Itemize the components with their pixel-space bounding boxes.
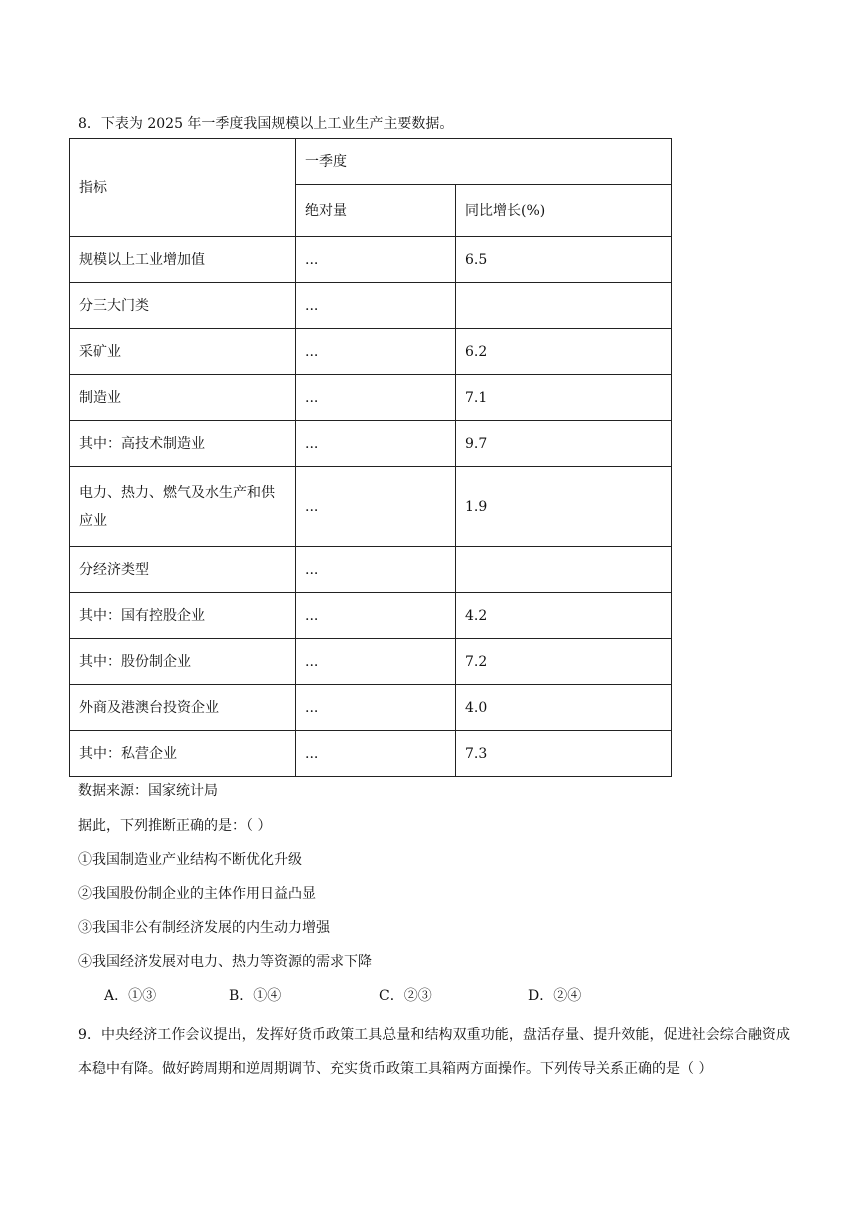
table-row xyxy=(70,547,672,593)
table-row xyxy=(70,237,672,283)
row-indicator: 采矿业 xyxy=(70,329,296,375)
row-indicator: 其中：私营企业 xyxy=(70,731,296,777)
row-growth: 9.7 xyxy=(456,421,672,467)
table-row xyxy=(70,593,672,639)
header-absolute: 绝对量 xyxy=(296,185,456,237)
row-indicator: 分三大门类 xyxy=(70,283,296,329)
choice-d: D．②④ xyxy=(528,988,582,1004)
statement-3: ③我国非公有制经济发展的内生动力增强 xyxy=(78,920,330,936)
header-indicator: 指标 xyxy=(70,139,296,237)
header-period: 一季度 xyxy=(296,139,672,185)
choice-a: A．①③ xyxy=(104,988,157,1004)
choice-b: B．①④ xyxy=(229,988,282,1004)
row-indicator: 其中：股份制企业 xyxy=(70,639,296,685)
row-indicator: 外商及港澳台投资企业 xyxy=(70,685,296,731)
data-source-note: 数据来源：国家统计局 xyxy=(78,783,218,799)
row-growth xyxy=(456,283,672,329)
row-absolute: ... xyxy=(296,639,456,685)
row-absolute: ... xyxy=(296,731,456,777)
row-growth: 4.2 xyxy=(456,593,672,639)
row-growth: 7.1 xyxy=(456,375,672,421)
row-absolute: ... xyxy=(296,547,456,593)
table-row xyxy=(70,421,672,467)
row-growth xyxy=(456,547,672,593)
table-row xyxy=(70,731,672,777)
row-absolute: ... xyxy=(296,237,456,283)
row-absolute: ... xyxy=(296,375,456,421)
industrial-data-table xyxy=(69,138,672,777)
table-row xyxy=(70,283,672,329)
row-indicator: 其中：国有控股企业 xyxy=(70,593,296,639)
question-8-prompt: 8．下表为 2025 年一季度我国规模以上工业生产主要数据。 xyxy=(78,116,454,132)
row-growth: 4.0 xyxy=(456,685,672,731)
table-row xyxy=(70,639,672,685)
table-row xyxy=(70,375,672,421)
row-absolute: ... xyxy=(296,283,456,329)
row-growth: 7.2 xyxy=(456,639,672,685)
row-growth: 6.2 xyxy=(456,329,672,375)
table-row xyxy=(70,467,672,547)
choice-c: C．②③ xyxy=(379,988,432,1004)
statement-1: ①我国制造业产业结构不断优化升级 xyxy=(78,852,302,868)
row-indicator: 制造业 xyxy=(70,375,296,421)
row-absolute: ... xyxy=(296,421,456,467)
table-row xyxy=(70,329,672,375)
row-indicator: 分经济类型 xyxy=(70,547,296,593)
row-indicator: 其中：高技术制造业 xyxy=(70,421,296,467)
table-row xyxy=(70,685,672,731)
header-growth: 同比增长(%) xyxy=(456,185,672,237)
row-absolute: ... xyxy=(296,685,456,731)
question-9-text: 9．中央经济工作会议提出，发挥好货币政策工具总量和结构双重功能，盘活存量、提升效能，促进社会综合融资成本稳中有降。做好跨周期和逆周期调节、充实货币政策工具箱两方面操作。下列传导关系正确的是（ ） xyxy=(78,1027,790,1077)
question-8-stem: 据此，下列推断正确的是：（ ） xyxy=(78,818,272,834)
row-growth: 1.9 xyxy=(456,467,672,547)
row-growth: 6.5 xyxy=(456,237,672,283)
row-absolute: ... xyxy=(296,329,456,375)
row-growth: 7.3 xyxy=(456,731,672,777)
row-absolute: ... xyxy=(296,467,456,547)
row-indicator: 电力、热力、燃气及水生产和供应业 xyxy=(70,467,296,547)
statement-4: ④我国经济发展对电力、热力等资源的需求下降 xyxy=(78,954,372,970)
row-indicator: 规模以上工业增加值 xyxy=(70,237,296,283)
statement-2: ②我国股份制企业的主体作用日益凸显 xyxy=(78,886,316,902)
row-absolute: ... xyxy=(296,593,456,639)
